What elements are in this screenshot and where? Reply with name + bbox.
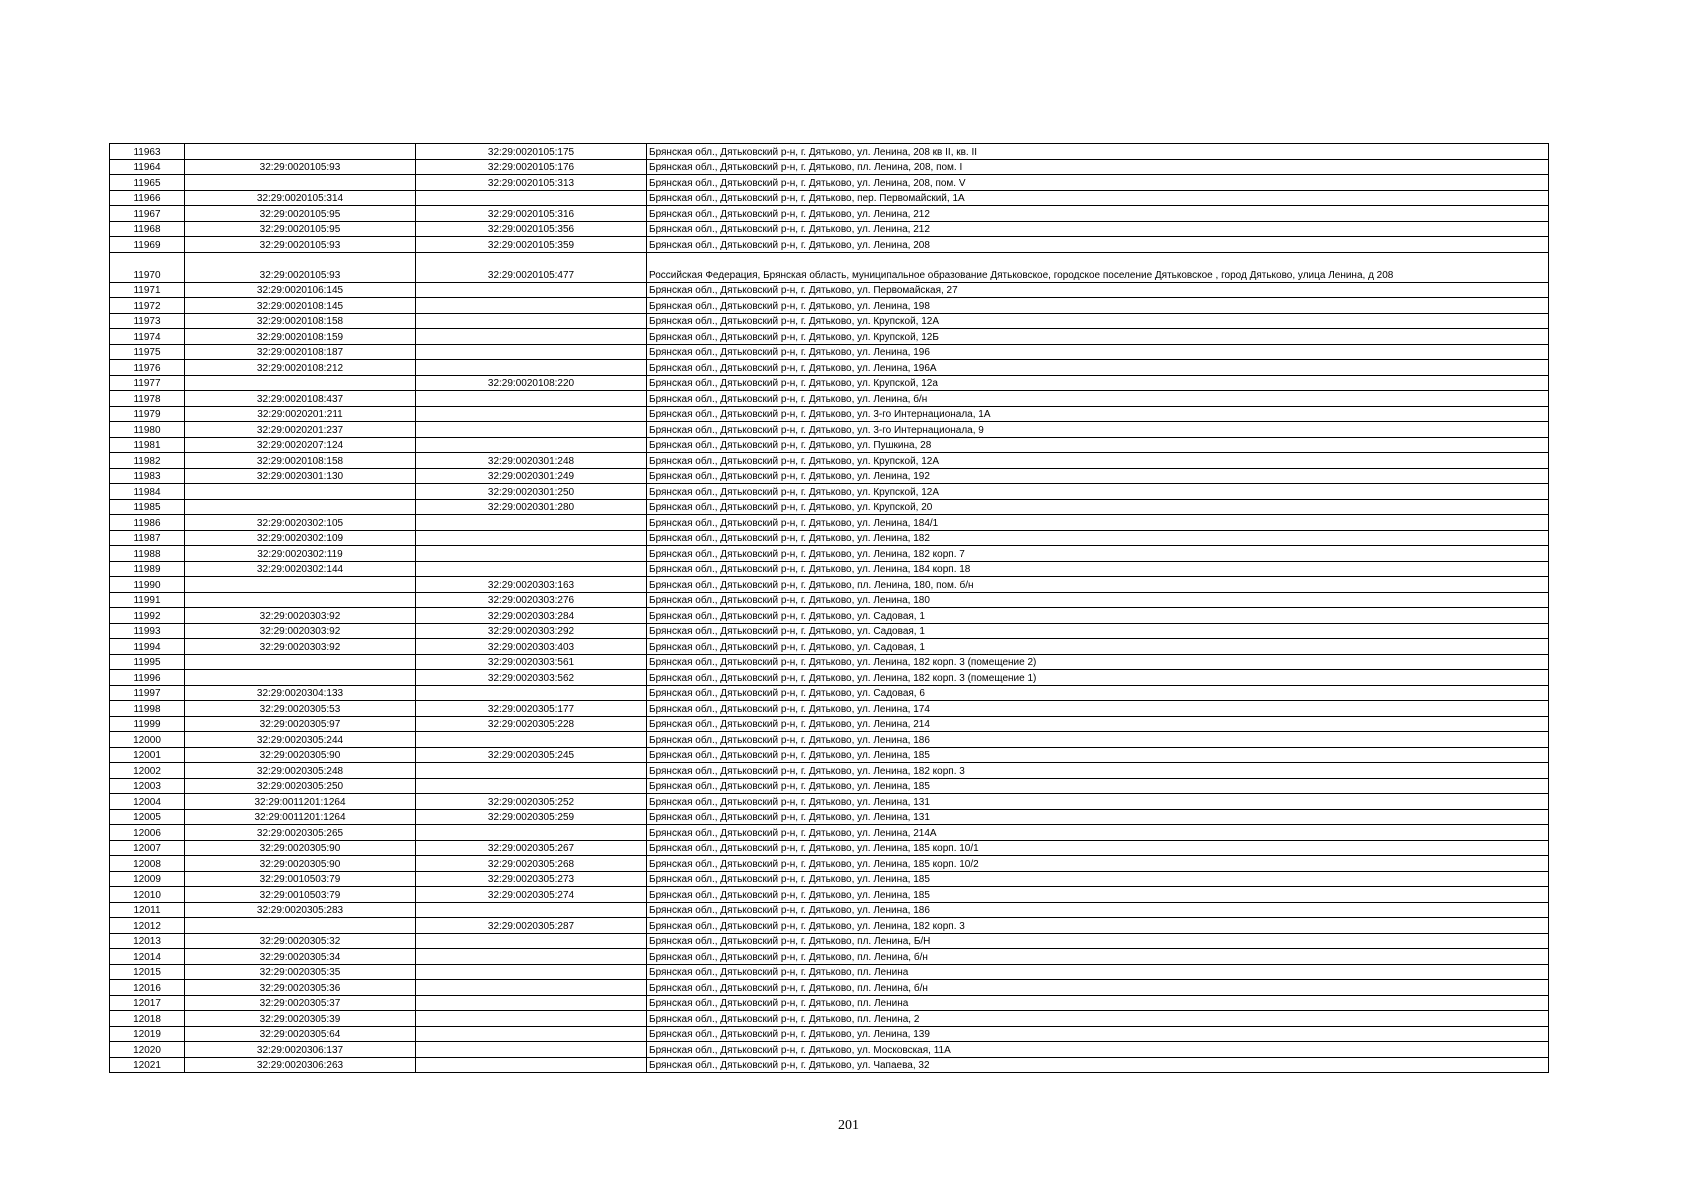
table-row bbox=[110, 546, 1549, 562]
object-number-cell bbox=[416, 1057, 647, 1073]
row-number-cell: 12004 bbox=[110, 794, 185, 810]
parcel-number-cell bbox=[185, 499, 416, 515]
parcel-number-cell: 32:29:0020301:130 bbox=[185, 468, 416, 484]
row-number-cell: 11975 bbox=[110, 344, 185, 360]
row-number-cell: 11964 bbox=[110, 159, 185, 175]
table-row bbox=[110, 980, 1549, 996]
address-cell: Брянская обл., Дятьковский р-н, г. Дятьково, ул. 3-го Интернационала, 9 bbox=[647, 422, 1549, 438]
object-number-cell bbox=[416, 282, 647, 298]
row-number-cell: 12012 bbox=[110, 918, 185, 934]
table-row bbox=[110, 282, 1549, 298]
address-cell: Брянская обл., Дятьковский р-н, г. Дятьково, ул. Пушкина, 28 bbox=[647, 437, 1549, 453]
parcel-number-cell: 32:29:0020302:119 bbox=[185, 546, 416, 562]
object-number-cell: 32:29:0020301:248 bbox=[416, 453, 647, 469]
address-cell: Брянская обл., Дятьковский р-н, г. Дятьково, ул. Ленина, 182 корп. 3 (помещение 1) bbox=[647, 670, 1549, 686]
address-cell: Брянская обл., Дятьковский р-н, г. Дятьково, ул. Ленина, 185 bbox=[647, 871, 1549, 887]
table-row bbox=[110, 747, 1549, 763]
parcel-number-cell: 32:29:0020305:64 bbox=[185, 1026, 416, 1042]
table-row bbox=[110, 825, 1549, 841]
parcel-number-cell: 32:29:0020201:237 bbox=[185, 422, 416, 438]
address-cell: Брянская обл., Дятьковский р-н, г. Дятьково, ул. Садовая, 6 bbox=[647, 685, 1549, 701]
table-row bbox=[110, 654, 1549, 670]
parcel-number-cell: 32:29:0011201:1264 bbox=[185, 794, 416, 810]
object-number-cell: 32:29:0020105:477 bbox=[416, 252, 647, 282]
parcel-number-cell: 32:29:0020305:248 bbox=[185, 763, 416, 779]
row-number-cell: 11996 bbox=[110, 670, 185, 686]
parcel-number-cell: 32:29:0020305:39 bbox=[185, 1011, 416, 1027]
parcel-number-cell: 32:29:0020305:37 bbox=[185, 995, 416, 1011]
object-number-cell bbox=[416, 763, 647, 779]
row-number-cell: 12008 bbox=[110, 856, 185, 872]
object-number-cell bbox=[416, 313, 647, 329]
parcel-number-cell: 32:29:0020305:90 bbox=[185, 747, 416, 763]
row-number-cell: 12013 bbox=[110, 933, 185, 949]
row-number-cell: 11985 bbox=[110, 499, 185, 515]
table-row bbox=[110, 856, 1549, 872]
table-row bbox=[110, 1057, 1549, 1073]
object-number-cell bbox=[416, 360, 647, 376]
table-row bbox=[110, 391, 1549, 407]
address-cell: Брянская обл., Дятьковский р-н, г. Дятьково, пл. Ленина, б/н bbox=[647, 980, 1549, 996]
object-number-cell: 32:29:0020305:259 bbox=[416, 809, 647, 825]
row-number-cell: 11976 bbox=[110, 360, 185, 376]
row-number-cell: 11999 bbox=[110, 716, 185, 732]
table-row bbox=[110, 701, 1549, 717]
parcel-number-cell bbox=[185, 375, 416, 391]
table-row bbox=[110, 716, 1549, 732]
table-row bbox=[110, 964, 1549, 980]
row-number-cell: 12003 bbox=[110, 778, 185, 794]
parcel-number-cell: 32:29:0020302:105 bbox=[185, 515, 416, 531]
parcel-number-cell: 32:29:0020108:158 bbox=[185, 313, 416, 329]
object-number-cell: 32:29:0020303:561 bbox=[416, 654, 647, 670]
table-row bbox=[110, 175, 1549, 191]
address-cell: Брянская обл., Дятьковский р-н, г. Дятьково, ул. Крупской, 12Б bbox=[647, 329, 1549, 345]
address-cell: Брянская обл., Дятьковский р-н, г. Дятьково, пл. Ленина, 180, пом. б/н bbox=[647, 577, 1549, 593]
object-number-cell: 32:29:0020303:403 bbox=[416, 639, 647, 655]
address-cell: Брянская обл., Дятьковский р-н, г. Дятьково, ул. Ленина, 186 bbox=[647, 732, 1549, 748]
parcel-number-cell: 32:29:0011201:1264 bbox=[185, 809, 416, 825]
object-number-cell: 32:29:0020105:359 bbox=[416, 237, 647, 253]
parcel-number-cell: 32:29:0020305:265 bbox=[185, 825, 416, 841]
row-number-cell: 11986 bbox=[110, 515, 185, 531]
parcel-number-cell: 32:29:0020108:437 bbox=[185, 391, 416, 407]
table-row bbox=[110, 1026, 1549, 1042]
table-row bbox=[110, 887, 1549, 903]
parcel-number-cell: 32:29:0020105:93 bbox=[185, 237, 416, 253]
row-number-cell: 11989 bbox=[110, 561, 185, 577]
object-number-cell bbox=[416, 298, 647, 314]
table-row bbox=[110, 499, 1549, 515]
object-number-cell bbox=[416, 344, 647, 360]
table-row bbox=[110, 484, 1549, 500]
table-row bbox=[110, 592, 1549, 608]
address-cell: Брянская обл., Дятьковский р-н, г. Дятьково, ул. Ленина, 186 bbox=[647, 902, 1549, 918]
table-row bbox=[110, 933, 1549, 949]
table-row bbox=[110, 1042, 1549, 1058]
object-number-cell: 32:29:0020303:276 bbox=[416, 592, 647, 608]
object-number-cell: 32:29:0020301:280 bbox=[416, 499, 647, 515]
parcel-number-cell: 32:29:0020305:32 bbox=[185, 933, 416, 949]
row-number-cell: 12020 bbox=[110, 1042, 185, 1058]
address-cell: Брянская обл., Дятьковский р-н, г. Дятьково, ул. Ленина, 184 корп. 18 bbox=[647, 561, 1549, 577]
table-row bbox=[110, 298, 1549, 314]
object-number-cell bbox=[416, 561, 647, 577]
address-cell: Брянская обл., Дятьковский р-н, г. Дятьково, ул. Крупской, 20 bbox=[647, 499, 1549, 515]
object-number-cell bbox=[416, 980, 647, 996]
table-row bbox=[110, 221, 1549, 237]
row-number-cell: 12002 bbox=[110, 763, 185, 779]
object-number-cell: 32:29:0020305:274 bbox=[416, 887, 647, 903]
table-row bbox=[110, 144, 1549, 160]
row-number-cell: 12000 bbox=[110, 732, 185, 748]
object-number-cell: 32:29:0020305:228 bbox=[416, 716, 647, 732]
row-number-cell: 11971 bbox=[110, 282, 185, 298]
registry-table-container bbox=[109, 143, 1549, 1073]
row-number-cell: 11992 bbox=[110, 608, 185, 624]
object-number-cell bbox=[416, 530, 647, 546]
parcel-number-cell: 32:29:0020305:90 bbox=[185, 856, 416, 872]
object-number-cell: 32:29:0020305:268 bbox=[416, 856, 647, 872]
address-cell: Брянская обл., Дятьковский р-н, г. Дятьково, ул. Ленина, 192 bbox=[647, 468, 1549, 484]
row-number-cell: 12007 bbox=[110, 840, 185, 856]
table-row bbox=[110, 918, 1549, 934]
address-cell: Брянская обл., Дятьковский р-н, г. Дятьково, ул. Ленина, 208 bbox=[647, 237, 1549, 253]
table-row bbox=[110, 763, 1549, 779]
object-number-cell bbox=[416, 933, 647, 949]
parcel-number-cell: 32:29:0020201:211 bbox=[185, 406, 416, 422]
object-number-cell: 32:29:0020305:287 bbox=[416, 918, 647, 934]
object-number-cell: 32:29:0020303:284 bbox=[416, 608, 647, 624]
row-number-cell: 11984 bbox=[110, 484, 185, 500]
table-row bbox=[110, 995, 1549, 1011]
object-number-cell: 32:29:0020105:176 bbox=[416, 159, 647, 175]
parcel-number-cell: 32:29:0020108:187 bbox=[185, 344, 416, 360]
row-number-cell: 11963 bbox=[110, 144, 185, 160]
row-number-cell: 11995 bbox=[110, 654, 185, 670]
object-number-cell: 32:29:0020301:249 bbox=[416, 468, 647, 484]
object-number-cell bbox=[416, 406, 647, 422]
table-row bbox=[110, 206, 1549, 222]
parcel-number-cell: 32:29:0020305:97 bbox=[185, 716, 416, 732]
address-cell: Брянская обл., Дятьковский р-н, г. Дятьково, пл. Ленина bbox=[647, 964, 1549, 980]
parcel-number-cell bbox=[185, 144, 416, 160]
object-number-cell bbox=[416, 1042, 647, 1058]
address-cell: Брянская обл., Дятьковский р-н, г. Дятьково, пл. Ленина, Б/Н bbox=[647, 933, 1549, 949]
parcel-number-cell: 32:29:0020305:35 bbox=[185, 964, 416, 980]
object-number-cell bbox=[416, 902, 647, 918]
table-row bbox=[110, 515, 1549, 531]
object-number-cell: 32:29:0020105:356 bbox=[416, 221, 647, 237]
row-number-cell: 11977 bbox=[110, 375, 185, 391]
address-cell: Брянская обл., Дятьковский р-н, г. Дятьково, ул. Ленина, 131 bbox=[647, 809, 1549, 825]
table-row bbox=[110, 794, 1549, 810]
object-number-cell bbox=[416, 949, 647, 965]
row-number-cell: 11969 bbox=[110, 237, 185, 253]
table-row bbox=[110, 468, 1549, 484]
parcel-number-cell bbox=[185, 577, 416, 593]
address-cell: Российская Федерация, Брянская область, муниципальное образование Дятьковское, городское поселение Дятьковское , город Дятьково, улица Ленина, д 208 bbox=[647, 252, 1549, 282]
page-number: 201 bbox=[838, 1118, 859, 1133]
address-cell: Брянская обл., Дятьковский р-н, г. Дятьково, ул. Садовая, 1 bbox=[647, 608, 1549, 624]
parcel-number-cell: 32:29:0020305:36 bbox=[185, 980, 416, 996]
address-cell: Брянская обл., Дятьковский р-н, г. Дятьково, ул. Московская, 11А bbox=[647, 1042, 1549, 1058]
row-number-cell: 11987 bbox=[110, 530, 185, 546]
address-cell: Брянская обл., Дятьковский р-н, г. Дятьково, ул. Ленина, 184/1 bbox=[647, 515, 1549, 531]
parcel-number-cell: 32:29:0010503:79 bbox=[185, 887, 416, 903]
object-number-cell bbox=[416, 732, 647, 748]
row-number-cell: 11973 bbox=[110, 313, 185, 329]
object-number-cell: 32:29:0020305:177 bbox=[416, 701, 647, 717]
address-cell: Брянская обл., Дятьковский р-н, г. Дятьково, пер. Первомайский, 1А bbox=[647, 190, 1549, 206]
address-cell: Брянская обл., Дятьковский р-н, г. Дятьково, ул. Ленина, 214 bbox=[647, 716, 1549, 732]
row-number-cell: 12005 bbox=[110, 809, 185, 825]
row-number-cell: 11966 bbox=[110, 190, 185, 206]
address-cell: Брянская обл., Дятьковский р-н, г. Дятьково, ул. Крупской, 12А bbox=[647, 313, 1549, 329]
row-number-cell: 11998 bbox=[110, 701, 185, 717]
parcel-number-cell: 32:29:0020303:92 bbox=[185, 623, 416, 639]
table-row bbox=[110, 360, 1549, 376]
parcel-number-cell: 32:29:0020105:93 bbox=[185, 252, 416, 282]
address-cell: Брянская обл., Дятьковский р-н, г. Дятьково, ул. Крупской, 12А bbox=[647, 453, 1549, 469]
object-number-cell bbox=[416, 1026, 647, 1042]
row-number-cell: 11981 bbox=[110, 437, 185, 453]
address-cell: Брянская обл., Дятьковский р-н, г. Дятьково, ул. Ленина, б/н bbox=[647, 391, 1549, 407]
address-cell: Брянская обл., Дятьковский р-н, г. Дятьково, ул. Ленина, 131 bbox=[647, 794, 1549, 810]
parcel-number-cell bbox=[185, 670, 416, 686]
row-number-cell: 11997 bbox=[110, 685, 185, 701]
row-number-cell: 11972 bbox=[110, 298, 185, 314]
parcel-number-cell: 32:29:0020105:95 bbox=[185, 206, 416, 222]
table-row bbox=[110, 778, 1549, 794]
row-number-cell: 11970 bbox=[110, 252, 185, 282]
row-number-cell: 12010 bbox=[110, 887, 185, 903]
row-number-cell: 12011 bbox=[110, 902, 185, 918]
object-number-cell bbox=[416, 437, 647, 453]
parcel-number-cell: 32:29:0020305:244 bbox=[185, 732, 416, 748]
table-row bbox=[110, 639, 1549, 655]
row-number-cell: 12015 bbox=[110, 964, 185, 980]
parcel-number-cell bbox=[185, 484, 416, 500]
row-number-cell: 12006 bbox=[110, 825, 185, 841]
object-number-cell bbox=[416, 329, 647, 345]
row-number-cell: 11988 bbox=[110, 546, 185, 562]
object-number-cell: 32:29:0020108:220 bbox=[416, 375, 647, 391]
row-number-cell: 12009 bbox=[110, 871, 185, 887]
row-number-cell: 12017 bbox=[110, 995, 185, 1011]
address-cell: Брянская обл., Дятьковский р-н, г. Дятьково, ул. Ленина, 182 корп. 7 bbox=[647, 546, 1549, 562]
object-number-cell bbox=[416, 190, 647, 206]
parcel-number-cell: 32:29:0020105:314 bbox=[185, 190, 416, 206]
address-cell: Брянская обл., Дятьковский р-н, г. Дятьково, ул. Ленина, 174 bbox=[647, 701, 1549, 717]
table-row bbox=[110, 422, 1549, 438]
registry-table-body bbox=[110, 144, 1549, 1073]
parcel-number-cell: 32:29:0020305:53 bbox=[185, 701, 416, 717]
parcel-number-cell: 32:29:0020305:283 bbox=[185, 902, 416, 918]
address-cell: Брянская обл., Дятьковский р-н, г. Дятьково, пл. Ленина, 208, пом. I bbox=[647, 159, 1549, 175]
row-number-cell: 12019 bbox=[110, 1026, 185, 1042]
table-row bbox=[110, 902, 1549, 918]
object-number-cell bbox=[416, 778, 647, 794]
address-cell: Брянская обл., Дятьковский р-н, г. Дятьково, ул. Ленина, 212 bbox=[647, 206, 1549, 222]
object-number-cell: 32:29:0020305:252 bbox=[416, 794, 647, 810]
row-number-cell: 12016 bbox=[110, 980, 185, 996]
address-cell: Брянская обл., Дятьковский р-н, г. Дятьково, ул. Крупской, 12А bbox=[647, 484, 1549, 500]
address-cell: Брянская обл., Дятьковский р-н, г. Дятьково, ул. Ленина, 185 bbox=[647, 747, 1549, 763]
address-cell: Брянская обл., Дятьковский р-н, г. Дятьково, ул. Ленина, 180 bbox=[647, 592, 1549, 608]
address-cell: Брянская обл., Дятьковский р-н, г. Дятьково, ул. Ленина, 214А bbox=[647, 825, 1549, 841]
parcel-number-cell: 32:29:0010503:79 bbox=[185, 871, 416, 887]
object-number-cell bbox=[416, 546, 647, 562]
address-cell: Брянская обл., Дятьковский р-н, г. Дятьково, ул. Ленина, 182 корп. 3 (помещение 2) bbox=[647, 654, 1549, 670]
table-row bbox=[110, 840, 1549, 856]
object-number-cell: 32:29:0020305:267 bbox=[416, 840, 647, 856]
parcel-number-cell: 32:29:0020304:133 bbox=[185, 685, 416, 701]
table-row bbox=[110, 1011, 1549, 1027]
parcel-number-cell: 32:29:0020108:159 bbox=[185, 329, 416, 345]
address-cell: Брянская обл., Дятьковский р-н, г. Дятьково, ул. Ленина, 196 bbox=[647, 344, 1549, 360]
address-cell: Брянская обл., Дятьковский р-н, г. Дятьково, ул. Чапаева, 32 bbox=[647, 1057, 1549, 1073]
address-cell: Брянская обл., Дятьковский р-н, г. Дятьково, ул. Ленина, 212 bbox=[647, 221, 1549, 237]
object-number-cell: 32:29:0020303:163 bbox=[416, 577, 647, 593]
parcel-number-cell: 32:29:0020105:95 bbox=[185, 221, 416, 237]
table-row bbox=[110, 732, 1549, 748]
object-number-cell bbox=[416, 825, 647, 841]
address-cell: Брянская обл., Дятьковский р-н, г. Дятьково, ул. Ленина, 185 bbox=[647, 778, 1549, 794]
object-number-cell: 32:29:0020105:313 bbox=[416, 175, 647, 191]
table-row bbox=[110, 608, 1549, 624]
parcel-number-cell bbox=[185, 918, 416, 934]
parcel-number-cell bbox=[185, 175, 416, 191]
row-number-cell: 11990 bbox=[110, 577, 185, 593]
parcel-number-cell: 32:29:0020105:93 bbox=[185, 159, 416, 175]
row-number-cell: 11967 bbox=[110, 206, 185, 222]
table-row bbox=[110, 685, 1549, 701]
parcel-number-cell: 32:29:0020108:145 bbox=[185, 298, 416, 314]
row-number-cell: 11979 bbox=[110, 406, 185, 422]
table-row bbox=[110, 406, 1549, 422]
parcel-number-cell bbox=[185, 654, 416, 670]
address-cell: Брянская обл., Дятьковский р-н, г. Дятьково, ул. Ленина, 185 корп. 10/2 bbox=[647, 856, 1549, 872]
table-row bbox=[110, 437, 1549, 453]
table-row bbox=[110, 670, 1549, 686]
address-cell: Брянская обл., Дятьковский р-н, г. Дятьково, пл. Ленина, б/н bbox=[647, 949, 1549, 965]
object-number-cell bbox=[416, 685, 647, 701]
parcel-number-cell: 32:29:0020108:158 bbox=[185, 453, 416, 469]
parcel-number-cell: 32:29:0020207:124 bbox=[185, 437, 416, 453]
row-number-cell: 12001 bbox=[110, 747, 185, 763]
address-cell: Брянская обл., Дятьковский р-н, г. Дятьково, ул. Садовая, 1 bbox=[647, 623, 1549, 639]
address-cell: Брянская обл., Дятьковский р-н, г. Дятьково, ул. Ленина, 185 bbox=[647, 887, 1549, 903]
parcel-number-cell: 32:29:0020302:109 bbox=[185, 530, 416, 546]
object-number-cell bbox=[416, 391, 647, 407]
row-number-cell: 11974 bbox=[110, 329, 185, 345]
parcel-number-cell bbox=[185, 592, 416, 608]
parcel-number-cell: 32:29:0020305:250 bbox=[185, 778, 416, 794]
address-cell: Брянская обл., Дятьковский р-н, г. Дятьково, ул. Ленина, 185 корп. 10/1 bbox=[647, 840, 1549, 856]
parcel-number-cell: 32:29:0020303:92 bbox=[185, 639, 416, 655]
table-row bbox=[110, 344, 1549, 360]
object-number-cell bbox=[416, 995, 647, 1011]
table-row bbox=[110, 190, 1549, 206]
address-cell: Брянская обл., Дятьковский р-н, г. Дятьково, ул. Садовая, 1 bbox=[647, 639, 1549, 655]
row-number-cell: 11983 bbox=[110, 468, 185, 484]
table-row bbox=[110, 329, 1549, 345]
parcel-number-cell: 32:29:0020305:90 bbox=[185, 840, 416, 856]
object-number-cell bbox=[416, 422, 647, 438]
address-cell: Брянская обл., Дятьковский р-н, г. Дятьково, ул. Ленина, 196А bbox=[647, 360, 1549, 376]
table-row bbox=[110, 252, 1549, 282]
table-row bbox=[110, 623, 1549, 639]
table-row bbox=[110, 313, 1549, 329]
row-number-cell: 11980 bbox=[110, 422, 185, 438]
address-cell: Брянская обл., Дятьковский р-н, г. Дятьково, ул. Ленина, 208 кв II, кв. II bbox=[647, 144, 1549, 160]
object-number-cell bbox=[416, 515, 647, 531]
row-number-cell: 11968 bbox=[110, 221, 185, 237]
object-number-cell bbox=[416, 964, 647, 980]
parcel-number-cell: 32:29:0020302:144 bbox=[185, 561, 416, 577]
address-cell: Брянская обл., Дятьковский р-н, г. Дятьково, ул. Первомайская, 27 bbox=[647, 282, 1549, 298]
object-number-cell bbox=[416, 1011, 647, 1027]
row-number-cell: 12018 bbox=[110, 1011, 185, 1027]
parcel-number-cell: 32:29:0020108:212 bbox=[185, 360, 416, 376]
table-row bbox=[110, 530, 1549, 546]
table-row bbox=[110, 949, 1549, 965]
parcel-number-cell: 32:29:0020305:34 bbox=[185, 949, 416, 965]
address-cell: Брянская обл., Дятьковский р-н, г. Дятьково, ул. Ленина, 182 корп. 3 bbox=[647, 918, 1549, 934]
parcel-number-cell: 32:29:0020106:145 bbox=[185, 282, 416, 298]
table-row bbox=[110, 809, 1549, 825]
address-cell: Брянская обл., Дятьковский р-н, г. Дятьково, пл. Ленина, 2 bbox=[647, 1011, 1549, 1027]
object-number-cell: 32:29:0020105:175 bbox=[416, 144, 647, 160]
parcel-number-cell: 32:29:0020306:263 bbox=[185, 1057, 416, 1073]
address-cell: Брянская обл., Дятьковский р-н, г. Дятьково, ул. Ленина, 198 bbox=[647, 298, 1549, 314]
row-number-cell: 11982 bbox=[110, 453, 185, 469]
address-cell: Брянская обл., Дятьковский р-н, г. Дятьково, ул. Ленина, 182 bbox=[647, 530, 1549, 546]
address-cell: Брянская обл., Дятьковский р-н, г. Дятьково, ул. Крупской, 12а bbox=[647, 375, 1549, 391]
object-number-cell: 32:29:0020105:316 bbox=[416, 206, 647, 222]
object-number-cell: 32:29:0020305:245 bbox=[416, 747, 647, 763]
table-row bbox=[110, 453, 1549, 469]
table-row bbox=[110, 577, 1549, 593]
table-row bbox=[110, 237, 1549, 253]
object-number-cell: 32:29:0020305:273 bbox=[416, 871, 647, 887]
object-number-cell: 32:29:0020303:292 bbox=[416, 623, 647, 639]
row-number-cell: 11991 bbox=[110, 592, 185, 608]
parcel-number-cell: 32:29:0020306:137 bbox=[185, 1042, 416, 1058]
registry-table bbox=[109, 143, 1549, 1073]
row-number-cell: 11994 bbox=[110, 639, 185, 655]
row-number-cell: 12021 bbox=[110, 1057, 185, 1073]
table-row bbox=[110, 375, 1549, 391]
address-cell: Брянская обл., Дятьковский р-н, г. Дятьково, ул. Ленина, 139 bbox=[647, 1026, 1549, 1042]
object-number-cell: 32:29:0020301:250 bbox=[416, 484, 647, 500]
row-number-cell: 11965 bbox=[110, 175, 185, 191]
address-cell: Брянская обл., Дятьковский р-н, г. Дятьково, ул. 3-го Интернационала, 1А bbox=[647, 406, 1549, 422]
address-cell: Брянская обл., Дятьковский р-н, г. Дятьково, ул. Ленина, 208, пом. V bbox=[647, 175, 1549, 191]
row-number-cell: 11978 bbox=[110, 391, 185, 407]
table-row bbox=[110, 159, 1549, 175]
address-cell: Брянская обл., Дятьковский р-н, г. Дятьково, пл. Ленина bbox=[647, 995, 1549, 1011]
object-number-cell: 32:29:0020303:562 bbox=[416, 670, 647, 686]
table-row bbox=[110, 561, 1549, 577]
parcel-number-cell: 32:29:0020303:92 bbox=[185, 608, 416, 624]
row-number-cell: 11993 bbox=[110, 623, 185, 639]
table-row bbox=[110, 871, 1549, 887]
row-number-cell: 12014 bbox=[110, 949, 185, 965]
address-cell: Брянская обл., Дятьковский р-н, г. Дятьково, ул. Ленина, 182 корп. 3 bbox=[647, 763, 1549, 779]
